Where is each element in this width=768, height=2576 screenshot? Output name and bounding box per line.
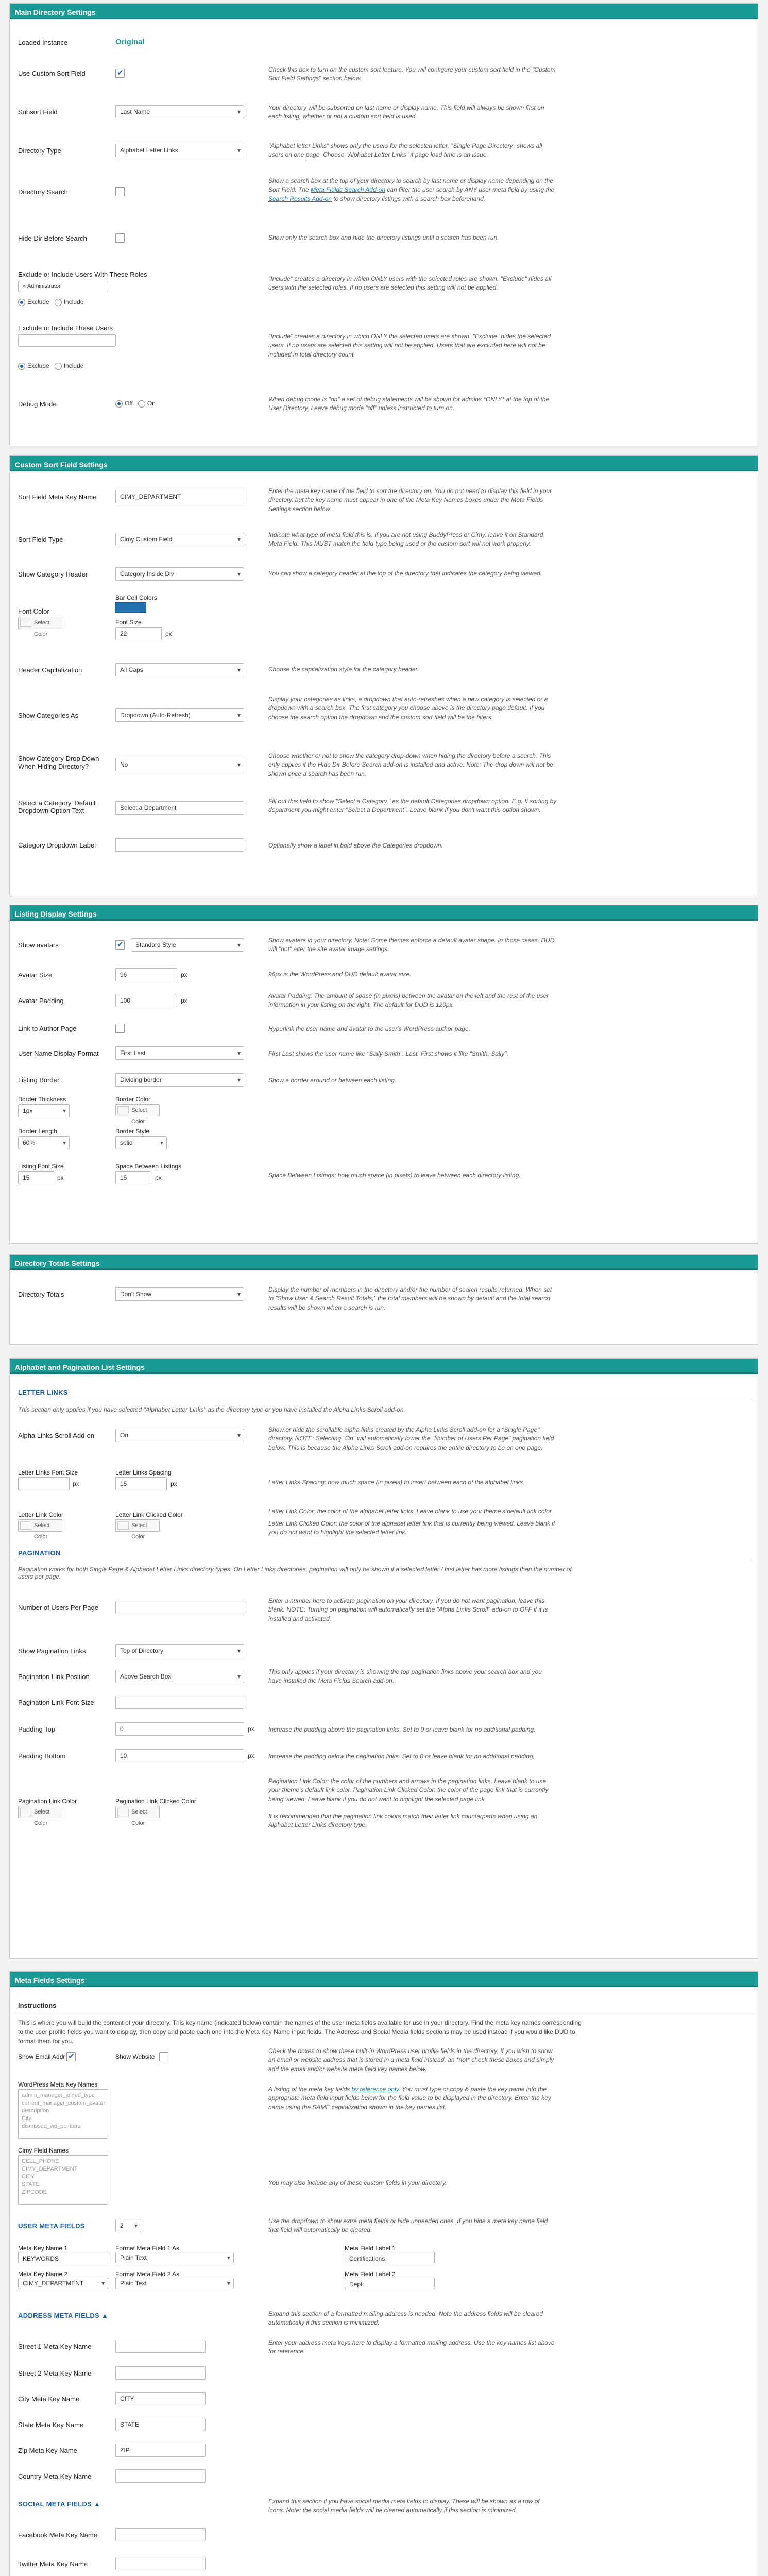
avatars-checkbox[interactable] — [115, 940, 125, 950]
show-header-desc: You can show a category header at the top of the directory that indicates the category being viewed. — [268, 570, 542, 577]
exclude-users-radio-group: Exclude Include — [18, 362, 83, 370]
exclude-users-include-radio[interactable] — [55, 363, 62, 370]
user-meta-count-select[interactable]: 2 ▾ — [115, 2219, 141, 2232]
cimy-item: STATE — [22, 2181, 39, 2188]
letter-links-heading: LETTER LINKS — [18, 1388, 68, 1396]
debug-off-radio[interactable] — [115, 400, 123, 408]
pag-recommend-desc: It is recommended that the pagination link colors match their letter link counterparts when using an Alphabet Letter Links directory type. — [268, 1812, 538, 1829]
alpha-scroll-desc: Show or hide the scrollable alpha links created by the Alpha Links Scroll add-on for a "Single Page" directory. NOTE: Selecting "On" will automatically lower the "Number of Users Per Page" pagination field below. This is because the Alpha Links Scroll add-on requires the entire directory to be on one page. — [268, 1426, 554, 1451]
show-cat-as-desc: Display your categories as links, a dropdown that auto-refreshes when a new category is selected or a dropdown with a search box. The first category you choose above is the directory page default. If you choose the search option the dropdown and the custom sort field will be the filters. — [268, 696, 548, 721]
listing-panel — [9, 905, 758, 1244]
wp-meta-desc: A listing of the meta key fields by reference only. You must type or copy & paste the key name into the appropriate meta field input fields below for the field value to be displayed in the directory. Enter the key name using the SAME capitalization shown in the key names list. — [268, 2086, 551, 2111]
sort-type-select[interactable]: Cimy Custom Field ▾ — [115, 533, 244, 546]
debug-radio-group: Off On — [115, 400, 156, 408]
custom-sort-desc: Check this box to turn on the custom sort feature. You will configure your custom sort field in the "Custom Sort Field Settings" section below. — [268, 66, 556, 82]
exclude-roles-multiselect[interactable]: × Administrator — [18, 281, 108, 292]
pagination-note: Pagination works for both Single Page & Alphabet Letter Links directory types. On Letter Links directories, pagination will only be shown if a selected letter / first letter has more listings than the number of users per page. — [18, 1566, 572, 1580]
format-2-select[interactable]: Plain Text ▾ — [115, 2278, 234, 2289]
totals-label: Directory Totals — [18, 1291, 64, 1298]
exclude-users-exclude-radio[interactable] — [18, 363, 25, 370]
listing-font-unit: px — [57, 1174, 64, 1181]
panel-title: Meta Fields Settings — [10, 1972, 758, 1989]
format-2-label: Format Meta Field 2 As — [115, 2270, 180, 2278]
loaded-instance-label: Loaded Instance — [18, 39, 68, 46]
font-color-label: Font Color — [18, 607, 49, 615]
exclude-users-desc: "Include" creates a directory in which ONLY the selected users are shown. "Exclude" hides the selected users. If no users are selected this setting will not be applied. Users that are excluded here will not be included in total directory count. — [268, 333, 551, 358]
link-author-label: Link to Author Page — [18, 1025, 77, 1032]
reference-link[interactable]: by reference only — [351, 2086, 399, 2093]
loaded-instance-value: Original — [115, 38, 145, 46]
field-label-1-input[interactable]: Certifications — [345, 2252, 435, 2263]
exclude-roles-label: Exclude or Include Users With These Roles — [18, 270, 147, 278]
avatars-desc: Show avatars in your directory. Note: Some themes enforce a default avatar shape. In those cases, DUD will "not" alter the site avatar image settings. — [268, 937, 555, 953]
meta-key-2-select[interactable]: CIMY_DEPARTMENT ▾ — [18, 2278, 108, 2289]
alpha-panel — [9, 1358, 758, 1959]
users-per-page-label: Number of Users Per Page — [18, 1604, 99, 1612]
avatar-size-input[interactable]: 96 — [115, 968, 177, 981]
meta-key-label: Sort Field Meta Key Name — [18, 493, 97, 501]
avatar-padding-label: Avatar Padding — [18, 997, 64, 1005]
sort-type-label: Sort Field Type — [18, 536, 63, 544]
user-name-label: User Name Display Format — [18, 1049, 99, 1057]
dir-type-label: Directory Type — [18, 147, 61, 155]
debug-desc: When debug mode is "on" a set of debug statements will be shown for admins *ONLY* at the top of the User Directory. Leave debug mode "off" unless instructed to turn on. — [268, 396, 550, 412]
user-meta-desc: Use the dropdown to show extra meta fields or hide unneeded ones. If you hide a meta key name field that field will automatically be cleared. — [268, 2217, 548, 2234]
letter-color-button[interactable]: Select Color — [18, 1519, 62, 1532]
header-cap-desc: Choose the capitalization style for the category header. — [268, 666, 419, 673]
avatars-style-select[interactable]: Standard Style ▾ — [131, 938, 244, 952]
show-cat-dropdown-select[interactable]: No ▾ — [115, 758, 244, 771]
search-results-link[interactable]: Search Results Add-on — [268, 195, 332, 202]
border-color-label: Border Color — [115, 1096, 151, 1103]
letter-clicked-desc: Letter Link Clicked Color: the color of the alphabet letter link that is currently being viewed. Leave blank if you do not want to highlight the selected letter link. — [268, 1520, 555, 1536]
wp-meta-item: admin_manager_joined_type — [22, 2092, 95, 2098]
font-size-label: Font Size — [115, 619, 142, 626]
space-label: Space Between Listings — [115, 1163, 182, 1170]
debug-label: Debug Mode — [18, 400, 57, 408]
bar-color-swatch[interactable] — [115, 602, 146, 613]
chevron-up-icon: ▲ — [94, 2500, 101, 2508]
show-website-checkbox[interactable] — [159, 2052, 168, 2061]
zip-input[interactable]: ZIP — [115, 2444, 206, 2457]
avatar-padding-input[interactable]: 100 — [115, 994, 177, 1007]
social-desc: Expand this section if you have social media meta fields to display. These will be shown as a row of icons. Note: the social media fields will be cleared automatically if this section is minimized. — [268, 2498, 540, 2514]
panel-title: Main Directory Settings — [10, 4, 758, 21]
letter-font-label: Letter Links Font Size — [18, 1469, 78, 1476]
cimy-item: CITY — [22, 2174, 35, 2180]
pag-color-label: Pagination Link Color — [18, 1798, 77, 1805]
border-length-label: Border Length — [18, 1128, 58, 1135]
cimy-item: CELL_PHONE — [22, 2158, 59, 2164]
link-author-desc: Hyperlink the user name and avatar to the user's WordPress author page. — [268, 1025, 470, 1032]
custom-sort-panel — [9, 455, 758, 896]
city-label: City Meta Key Name — [18, 2395, 80, 2403]
country-label: Country Meta Key Name — [18, 2472, 92, 2480]
debug-on-radio[interactable] — [138, 400, 145, 408]
space-desc: Space Between Listings: how much space (in pixels) to leave between each directory listing. — [268, 1172, 521, 1179]
cimy-item: CIMY_DEPARTMENT — [22, 2166, 78, 2172]
listing-border-label: Listing Border — [18, 1076, 60, 1084]
pagination-pos-label: Pagination Link Position — [18, 1673, 90, 1681]
exclude-roles-include-radio[interactable] — [55, 299, 62, 306]
font-color-button[interactable]: Select Color — [18, 617, 62, 629]
pagination-pos-desc: This only applies if your directory is showing the top pagination links above your search box and you have installed the Meta Fields Search add-on. — [268, 1668, 542, 1685]
show-email-label: Show Email Addr — [18, 2053, 65, 2060]
show-cat-dropdown-desc: Choose whether or not to show the category drop-down when hiding the directory before a search. This only applies if the Hide Dir Before Search add-on is installed and active. Note: The drop down will not be shown once a search has been run. — [268, 752, 553, 777]
street1-input[interactable] — [115, 2340, 206, 2353]
zip-label: Zip Meta Key Name — [18, 2447, 77, 2454]
meta-key-input[interactable]: CIMY_DEPARTMENT — [115, 490, 244, 503]
padding-bottom-input[interactable]: 10 — [115, 1749, 244, 1762]
letter-links-note: This section only applies if you have selected "Alphabet Letter Links" as the directory type or you have installed the Alpha Links Scroll add-on. — [18, 1406, 405, 1413]
header-cap-label: Header Capitalization — [18, 666, 82, 674]
meta-key-desc: Enter the meta key name of the field to sort the directory on. You do not need to display this field in your directory, but the key name must appear in one of the Meta Key Names boxes under the Meta Fields Settings section below. — [268, 487, 552, 513]
user-meta-heading: USER META FIELDS — [18, 2222, 85, 2230]
font-size-input[interactable]: 22 — [115, 627, 162, 640]
listing-font-label: Listing Font Size — [18, 1163, 64, 1170]
letter-font-unit: px — [73, 1480, 79, 1487]
cat-dropdown-input[interactable] — [115, 838, 244, 852]
totals-desc: Display the number of members in the directory and/or the number of search results returned. When set to "Show User & Search Result Totals," the total members will be shown by default and the total search results will be shown when a search is run. — [268, 1286, 552, 1311]
pagination-pos-select[interactable]: Above Search Box ▾ — [115, 1670, 244, 1683]
pagination-font-input[interactable] — [115, 1696, 244, 1709]
dir-type-select[interactable]: Alphabet Letter Links ▾ — [115, 144, 244, 157]
avatar-padding-unit: px — [181, 997, 187, 1004]
show-website-label: Show Website — [115, 2053, 155, 2060]
state-label: State Meta Key Name — [18, 2421, 84, 2429]
panel-title: Custom Sort Field Settings — [10, 456, 758, 473]
dir-search-label: Directory Search — [18, 188, 68, 196]
letter-spacing-label: Letter Links Spacing — [115, 1469, 172, 1476]
panel-title: Alphabet and Pagination List Settings — [10, 1359, 758, 1376]
cat-dropdown-desc: Optionally show a label in bold above the Categories dropdown. — [268, 842, 443, 849]
wp-meta-item: City — [22, 2115, 31, 2122]
listing-font-input[interactable]: 15 — [18, 1171, 54, 1184]
custom-sort-checkbox[interactable] — [115, 69, 125, 78]
padding-top-unit: px — [248, 1725, 254, 1733]
facebook-label: Facebook Meta Key Name — [18, 2531, 97, 2539]
field-label-2-input[interactable]: Dept: — [345, 2278, 435, 2289]
address-heading[interactable]: ADDRESS META FIELDS ▲ — [18, 2312, 109, 2319]
dir-search-checkbox[interactable] — [115, 187, 125, 196]
meta-panel — [9, 1971, 758, 2576]
avatar-size-label: Avatar Size — [18, 971, 53, 979]
main-directory-panel — [9, 3, 758, 446]
border-thickness-label: Border Thickness — [18, 1096, 66, 1103]
panel-title: Listing Display Settings — [10, 905, 758, 923]
space-unit: px — [155, 1174, 162, 1181]
letter-clicked-label: Letter Link Clicked Color — [115, 1511, 183, 1518]
street2-label: Street 2 Meta Key Name — [18, 2369, 92, 2377]
listing-border-select[interactable]: Dividing border ▾ — [115, 1073, 244, 1087]
border-thickness-select[interactable]: 1px ▾ — [18, 1104, 70, 1117]
meta-key-2-label: Meta Key Name 2 — [18, 2270, 68, 2278]
padding-bottom-label: Padding Bottom — [18, 1752, 66, 1760]
show-cat-as-select[interactable]: Dropdown (Auto-Refresh) ▾ — [115, 708, 244, 722]
letter-spacing-desc: Letter Links Spacing: how much space (in pixels) to insert between each of the alphabet links. — [268, 1479, 525, 1486]
meta-key-1-input[interactable]: KEYWORDS — [18, 2252, 108, 2263]
dir-type-desc: "Alphabet letter Links" shows only the users for the selected letter. "Single Page Directory" shows all users on one page. Choose "Alphabet Letter Links" if page load time is an issue. — [268, 142, 542, 159]
instructions-text: This is where you will build the content of your directory. This key name (indicated below) contain the names of the user meta fields available for use in your directory. Find the meta key names corresponding to the user profile fields you want to display, then copy and paste each one into the Meta Key Name input fields. The Address and Social Media fields sections may be used instead if you would like DUD to format them for you. — [18, 2019, 582, 2045]
cat-dropdown-label: Category Dropdown Label — [18, 841, 96, 849]
exclude-roles-desc: "Include" creates a directory in which ONLY users with the selected roles are shown. "Exclude" hides all users with the selected roles. If no users are selected this setting will not be applied. — [268, 275, 552, 292]
meta-key-1-label: Meta Key Name 1 — [18, 2245, 68, 2252]
avatar-padding-desc: Avatar Padding: The amount of space (in pixels) between the avatar on the left and the rest of the user information in your listing on the right. The default for DUD is 120px. — [268, 992, 549, 1009]
pagination-heading: PAGINATION — [18, 1549, 61, 1557]
border-style-label: Border Style — [115, 1128, 150, 1135]
totals-panel — [9, 1254, 758, 1345]
custom-sort-label: Use Custom Sort Field — [18, 70, 86, 77]
show-header-select[interactable]: Category Inside Div ▾ — [115, 567, 244, 581]
subsort-desc: Your directory will be subsorted on last name or display name. This field will always be shown first on each listing, whether or not a custom sort field is used. — [268, 104, 544, 121]
exclude-roles-radio-group: Exclude Include — [18, 298, 83, 306]
padding-bottom-desc: Increase the padding below the pagination links. Set to 0 or leave blank for no additional padding. — [268, 1753, 535, 1760]
padding-top-label: Padding Top — [18, 1725, 56, 1733]
subsort-label: Subsort Field — [18, 108, 58, 116]
user-name-select[interactable]: First Last ▾ — [115, 1046, 244, 1060]
letter-spacing-input[interactable]: 15 — [115, 1477, 167, 1490]
letter-color-label: Letter Link Color — [18, 1511, 64, 1518]
pag-clicked-label: Pagination Link Clicked Color — [115, 1798, 196, 1805]
state-input[interactable]: STATE — [115, 2418, 206, 2431]
show-email-desc: Check the boxes to show these built-in WordPress user profile fields in the directory. If you wish to show an email or website address that is stored in a meta field instead, an *not* check these boxes and simply add the email and/or website meta field key names below. — [268, 2047, 554, 2073]
space-input[interactable]: 15 — [115, 1171, 151, 1184]
hide-before-search-label: Hide Dir Before Search — [18, 234, 87, 242]
hide-before-search-desc: Show only the search box and hide the directory listings until a search has been run. — [268, 234, 499, 241]
border-style-select[interactable]: solid ▾ — [115, 1136, 167, 1149]
show-header-label: Show Category Header — [18, 570, 88, 578]
letter-spacing-unit: px — [170, 1480, 177, 1487]
show-email-checkbox[interactable] — [66, 2052, 76, 2061]
street1-label: Street 1 Meta Key Name — [18, 2343, 92, 2350]
pagination-font-label: Pagination Link Font Size — [18, 1699, 94, 1706]
avatar-size-desc: 96px is the WordPress and DUD default avatar size. — [268, 971, 412, 978]
cimy-desc: You may also include any of these custom fields in your directory. — [268, 2179, 447, 2187]
show-cat-dropdown-label: Show Category Drop Down When Hiding Directory? — [18, 755, 99, 770]
bar-color-label: Bar Cell Colors — [115, 594, 157, 601]
wp-meta-heading: WordPress Meta Key Names — [18, 2081, 98, 2088]
wp-meta-item: dismissed_wp_pointers — [22, 2123, 81, 2129]
pag-clicked-button[interactable]: Select Color — [115, 1806, 160, 1818]
link-author-checkbox[interactable] — [115, 1024, 125, 1033]
facebook-input[interactable] — [115, 2528, 206, 2541]
show-pagination-select[interactable]: Top of Directory ▾ — [115, 1644, 244, 1657]
pag-color-button[interactable]: Select Color — [18, 1806, 62, 1818]
twitter-label: Twitter Meta Key Name — [18, 2560, 88, 2568]
select-cat-desc: Fill out this field to show "Select a Category," as the default Categories dropdown option. E.g. If sorting by department you might enter "Select a Department". Leave blank if you don't want this option shown. — [268, 798, 557, 814]
select-cat-label: Select a Category' Default Dropdown Option Text — [18, 799, 96, 815]
format-1-label: Format Meta Field 1 As — [115, 2245, 180, 2252]
avatars-label: Show avatars — [18, 941, 59, 949]
country-input[interactable] — [115, 2469, 206, 2483]
users-per-page-input[interactable] — [115, 1601, 244, 1614]
twitter-input[interactable] — [115, 2557, 206, 2570]
padding-top-desc: Increase the padding above the pagination links. Set to 0 or leave blank for no additional padding. — [268, 1726, 536, 1733]
cimy-heading: Cimy Field Names — [18, 2147, 69, 2154]
pag-color-desc: Pagination Link Color: the color of the numbers and arrows in the pagination links. Leave blank to use your theme's default link color. Pagination Link Clicked Color: the color of the page link that is currently being viewed. Leave blank if you do not want to highlight the selected page link. — [268, 1777, 549, 1803]
wp-meta-item: description — [22, 2108, 49, 2114]
totals-select[interactable]: Don't Show ▾ — [115, 1287, 244, 1301]
font-size-unit: px — [165, 630, 172, 637]
show-pagination-label: Show Pagination Links — [18, 1647, 86, 1655]
cimy-item: ZIPCODE — [22, 2189, 47, 2195]
letter-clicked-button[interactable]: Select Color — [115, 1519, 160, 1532]
social-heading[interactable]: SOCIAL META FIELDS ▲ — [18, 2500, 101, 2508]
street2-input[interactable] — [115, 2366, 206, 2380]
padding-bottom-unit: px — [248, 1752, 254, 1759]
meta-fields-search-link[interactable]: Meta Fields Search Add-on — [311, 186, 385, 194]
chevron-up-icon: ▲ — [101, 2312, 109, 2319]
letter-color-desc: Letter Link Color: the color of the alphabet letter links. Leave blank to use your theme's default link color. — [268, 1507, 553, 1515]
wp-meta-list[interactable] — [18, 2089, 108, 2139]
field-label-2-label: Meta Field Label 2 — [345, 2270, 396, 2278]
exclude-roles-exclude-radio[interactable] — [18, 299, 25, 306]
letter-font-input[interactable] — [18, 1477, 70, 1490]
hide-before-search-checkbox[interactable] — [115, 233, 125, 243]
wp-meta-item: current_manager_custom_avatar — [22, 2100, 106, 2106]
field-label-1-label: Meta Field Label 1 — [345, 2245, 396, 2252]
padding-top-input[interactable]: 0 — [115, 1722, 244, 1736]
exclude-users-multiselect[interactable] — [18, 334, 116, 347]
user-name-desc: First Last shows the user name like "Sally Smith". Last, First shows it like "Smith, Sally". — [268, 1050, 508, 1057]
address-desc: Expand this section of a formatted mailing address is needed. Note the address fields will be cleared automatically if this section is minimized. — [268, 2310, 543, 2327]
alpha-scroll-select[interactable]: On ▾ — [115, 1429, 244, 1442]
show-cat-as-label: Show Categories As — [18, 711, 79, 719]
header-cap-select[interactable]: All Caps ▾ — [115, 663, 244, 676]
subsort-select[interactable]: Last Name ▾ — [115, 105, 244, 118]
border-length-select[interactable]: 60% ▾ — [18, 1136, 70, 1149]
format-1-select[interactable]: Plain Text ▾ — [115, 2252, 234, 2263]
exclude-users-label: Exclude or Include These Users — [18, 324, 113, 332]
dir-search-desc: Show a search box at the top of your directory to search by last name or display name depending on the Sort Field. The Meta Fields Search Add-on can filter the user search by ANY user meta field by using the Search Results Add-on to show directory listings with a search box beforehand. — [268, 177, 555, 202]
listing-border-desc: Show a border around or between each listing. — [268, 1077, 397, 1084]
border-color-button[interactable]: Select Color — [115, 1104, 160, 1116]
sort-type-desc: Indicate what type of meta field this is. If you are not using BuddyPress or Cimy, leave it on Standard Meta Field. This MUST match the field type being used or the custom sort will not work properly. — [268, 531, 543, 548]
select-cat-input[interactable]: Select a Department — [115, 801, 244, 815]
alpha-scroll-label: Alpha Links Scroll Add-on — [18, 1432, 95, 1439]
instructions-heading: Instructions — [18, 2002, 57, 2009]
cimy-list[interactable] — [18, 2155, 108, 2205]
panel-title: Directory Totals Settings — [10, 1255, 758, 1272]
users-per-page-desc: Enter a number here to activate pagination on your directory. If you do not want pagination, leave this blank. NOTE: Turning on pagination will automatically set the "Alpha Links Scroll" add-on to OFF if it is installed and activated. — [268, 1597, 548, 1622]
avatar-size-unit: px — [181, 971, 187, 978]
city-input[interactable]: CITY — [115, 2392, 206, 2405]
street1-desc: Enter your address meta keys here to display a formatted mailing address. Use the key names list above for reference. — [268, 2339, 555, 2355]
